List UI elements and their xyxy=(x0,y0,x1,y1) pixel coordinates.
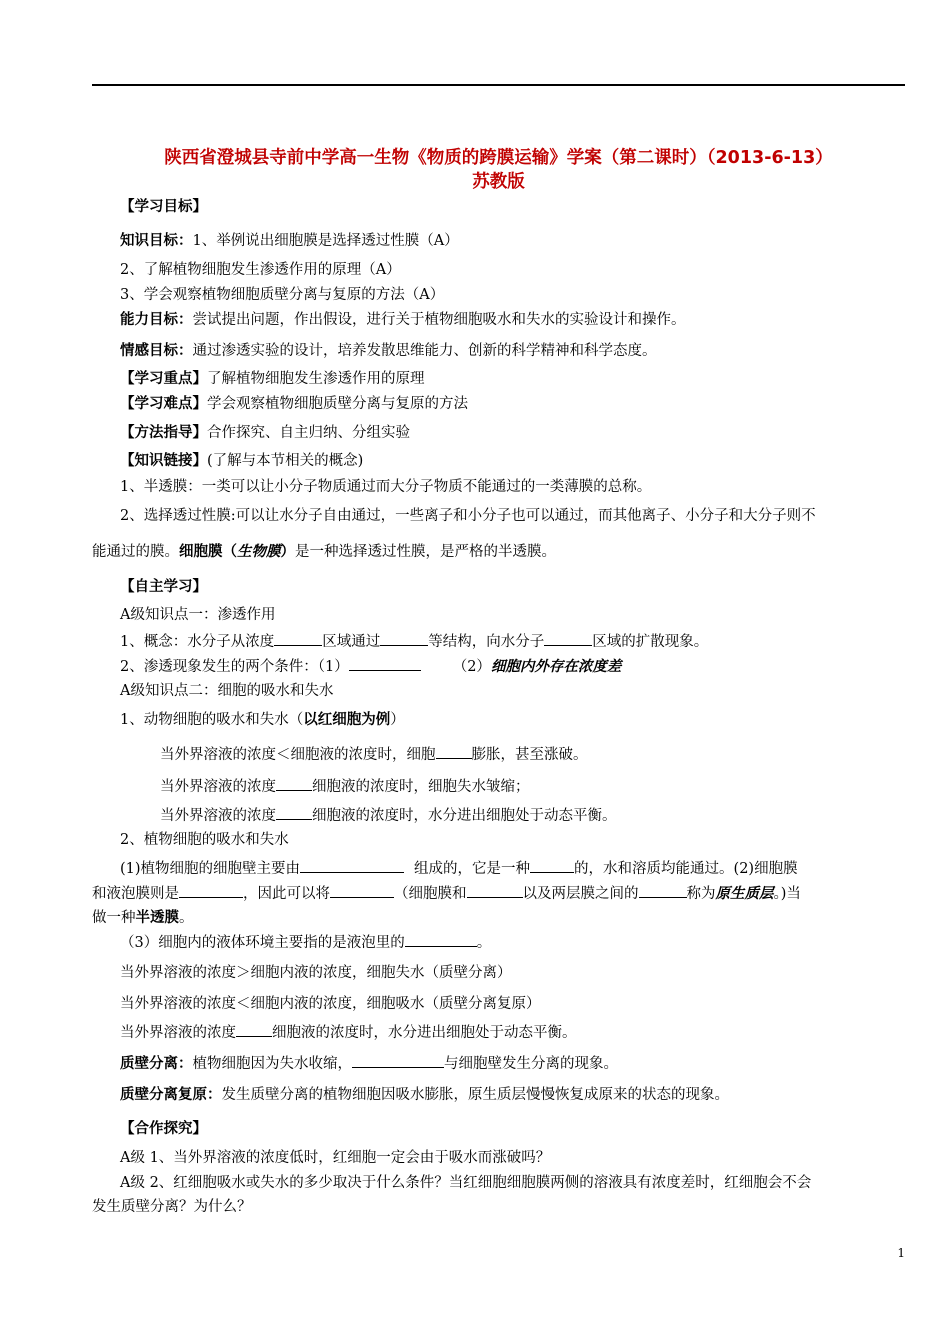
plant-line-7 xyxy=(120,1022,577,1043)
plant4-text-b: 。 xyxy=(476,935,492,951)
knowledge-link xyxy=(120,451,363,471)
section-self-study-header: 【自主学习】 xyxy=(120,579,207,595)
doc-title-line1: 陕西省澄城县寺前中学高一生物《物质的跨膜运输》学案（第二课时）（2013-6-13） xyxy=(164,148,833,168)
plant-line-5: 当外界溶液的浓度＞细胞内液的浓度，细胞失水（质壁分离） xyxy=(120,965,512,981)
cond-text-2: （2） xyxy=(452,659,491,675)
concept-text-3: 等结构，向水分子 xyxy=(428,634,545,650)
link-item-2a: 2、选择透过性膜:可以让水分子自由通过，一些离子和小分子也可以通过，而其他离子、小分子和大分子则不 xyxy=(120,508,816,524)
blank-field[interactable] xyxy=(639,883,687,898)
difficulty xyxy=(120,394,468,414)
doc-title-line2: 苏教版 xyxy=(472,172,525,192)
conditions-line xyxy=(120,656,621,677)
cell-membrane-term: 细胞膜（ xyxy=(179,544,237,560)
coop-question-1: A级 1、当外界溶液的浓度低时，红细胞一定会由于吸水而涨破吗？ xyxy=(120,1150,551,1166)
section-goals-header: 【学习目标】 xyxy=(120,199,207,215)
knowledge-goal-1 xyxy=(120,231,459,251)
key-point xyxy=(120,369,425,389)
method xyxy=(120,423,410,443)
page-number: 1 xyxy=(897,1246,905,1260)
plant-line-2 xyxy=(92,883,801,904)
blank-field[interactable] xyxy=(179,883,243,898)
deplasmolysis-label: 质壁分离复原： xyxy=(120,1087,222,1103)
plant-line-4 xyxy=(120,932,491,953)
biomembrane-term: 生物膜 xyxy=(237,544,281,560)
animal-a-text-1: 当外界溶液的浓度＜细胞液的浓度时，细胞 xyxy=(160,747,436,763)
concept-text-1: 1、概念：水分子从浓度 xyxy=(120,634,275,650)
animal-case-b xyxy=(160,776,530,797)
ability-text: 尝试提出问题，作出假设，进行关于植物细胞吸水和失水的实验设计和操作。 xyxy=(192,312,686,328)
plant7-text-b: 细胞液的浓度时，水分进出细胞处于动态平衡。 xyxy=(272,1025,577,1041)
knowledge-goal-3: 3、学会观察植物细胞质壁分离与复原的方法（A） xyxy=(120,287,445,303)
coop-question-2a: A级 2、红细胞吸水或失水的多少取决于什么条件？当红细胞细胞膜两侧的溶液具有浓度差时，红细胞会不会 xyxy=(120,1175,812,1191)
method-label: 【方法指导】 xyxy=(120,425,207,441)
knowledge-label: 知识目标： xyxy=(120,233,193,249)
blank-field[interactable] xyxy=(300,858,404,873)
point-a1: A级知识点一：渗透作用 xyxy=(120,607,276,623)
plasmolysis-text-b: 与细胞壁发生分离的现象。 xyxy=(444,1056,618,1072)
animal-case-c xyxy=(160,805,617,826)
animal-c-text-2: 细胞液的浓度时，水分进出细胞处于动态平衡。 xyxy=(312,808,617,824)
point-a2: A级知识点二：细胞的吸水和失水 xyxy=(120,683,334,699)
plant-line-3 xyxy=(92,908,194,928)
plant2-text-a: 和液泡膜则是 xyxy=(92,886,179,902)
plasmolysis-def xyxy=(120,1053,618,1074)
plasmolysis-label: 质壁分离： xyxy=(120,1056,193,1072)
link-item-2c-text: 是一种选择透过性膜，是严格的半透膜。 xyxy=(295,544,556,560)
blank-field[interactable] xyxy=(349,656,421,671)
plant3-text-b: 。 xyxy=(179,910,194,926)
link-item-2b xyxy=(92,542,556,562)
deplasmolysis-def xyxy=(120,1085,729,1105)
blank-field[interactable] xyxy=(276,805,312,820)
cond-concentration-diff: 细胞内外存在浓度差 xyxy=(490,659,622,675)
blank-field[interactable] xyxy=(467,883,523,898)
concept-line xyxy=(120,631,708,652)
link-item-1: 1、半透膜：一类可以让小分子物质通过而大分子物质不能通过的一类薄膜的总称。 xyxy=(120,479,652,495)
difficulty-text: 学会观察植物细胞质壁分离与复原的方法 xyxy=(207,396,468,412)
plant-line-6: 当外界溶液的浓度＜细胞内液的浓度，细胞吸水（质壁分离复原） xyxy=(120,996,541,1012)
plant2-text-b: ，因此可以将 xyxy=(243,886,330,902)
animal-cell-heading xyxy=(120,710,405,730)
emotion-text: 通过渗透实验的设计，培养发散思维能力、创新的科学精神和科学态度。 xyxy=(192,343,657,359)
knowledge-link-label: 【知识链接】 xyxy=(120,453,207,469)
blank-field[interactable] xyxy=(236,1022,272,1037)
animal-case-a xyxy=(160,744,588,765)
animal-a-text-2: 膨胀，甚至涨破。 xyxy=(471,747,588,763)
method-text: 合作探究、自主归纳、分组实验 xyxy=(207,425,410,441)
semipermeable-term: 半透膜 xyxy=(135,910,179,926)
emotion-goal xyxy=(120,341,657,361)
header-rule xyxy=(92,84,905,86)
plant4-text-a: （3）细胞内的液体环境主要指的是液泡里的 xyxy=(120,935,405,951)
animal-c-text-1: 当外界溶液的浓度 xyxy=(160,808,276,824)
emotion-label: 情感目标： xyxy=(120,343,193,359)
link-item-2b-text: 能通过的膜。 xyxy=(92,544,179,560)
plant-cell-heading: 2、植物细胞的吸水和失水 xyxy=(120,832,289,848)
key-point-text: 了解植物细胞发生渗透作用的原理 xyxy=(207,371,425,387)
difficulty-label: 【学习难点】 xyxy=(120,396,207,412)
deplasmolysis-text: 发生质壁分离的植物细胞因吸水膨胀，原生质层慢慢恢复成原来的状态的现象。 xyxy=(221,1087,729,1103)
blank-field[interactable] xyxy=(380,631,428,646)
plant1-text-b: 组成的，它是一种 xyxy=(414,861,531,877)
plant2-text-f: 。)当 xyxy=(773,886,801,902)
plant2-text-c: （细胞膜和 xyxy=(394,886,467,902)
knowledge-text-1: 1、举例说出细胞膜是选择透过性膜（A） xyxy=(192,233,459,249)
coop-question-2b: 发生质壁分离？为什么？ xyxy=(92,1199,252,1215)
ability-goal xyxy=(120,310,686,330)
animal-text-1: 1、动物细胞的吸水和失水（ xyxy=(120,712,304,728)
ability-label: 能力目标： xyxy=(120,312,193,328)
concept-text-4: 区域的扩散现象。 xyxy=(592,634,709,650)
cond-text-1: 2、渗透现象发生的两个条件：（1） xyxy=(120,659,349,675)
blank-field[interactable] xyxy=(274,631,322,646)
plasmolysis-text-a: 植物细胞因为失水收缩， xyxy=(192,1056,352,1072)
protoplast-layer-term: 原生质层 xyxy=(715,886,774,902)
blank-field[interactable] xyxy=(276,776,312,791)
key-point-label: 【学习重点】 xyxy=(120,371,207,387)
animal-rbc-term: 以红细胞为例 xyxy=(303,712,391,728)
blank-field[interactable] xyxy=(530,858,574,873)
animal-b-text-2: 细胞液的浓度时，细胞失水皱缩； xyxy=(312,779,530,795)
animal-text-2: ） xyxy=(390,712,405,728)
blank-field[interactable] xyxy=(436,744,472,759)
plant1-text-c: 的，水和溶质均能通过。(2)细胞膜 xyxy=(574,861,798,877)
blank-field[interactable] xyxy=(352,1053,444,1068)
knowledge-goal-2: 2、了解植物细胞发生渗透作用的原理（A） xyxy=(120,262,401,278)
plant2-text-d: 以及两层膜之间的 xyxy=(522,886,639,902)
animal-b-text-1: 当外界溶液的浓度 xyxy=(160,779,276,795)
cell-membrane-close: ） xyxy=(280,544,295,560)
plant-line-1 xyxy=(120,858,798,879)
blank-field[interactable] xyxy=(544,631,592,646)
blank-field[interactable] xyxy=(405,932,477,947)
blank-field[interactable] xyxy=(330,883,394,898)
plant7-text-a: 当外界溶液的浓度 xyxy=(120,1025,236,1041)
plant1-text-a: (1)植物细胞的细胞壁主要由 xyxy=(120,861,301,877)
plant2-text-e: 称为 xyxy=(686,886,716,902)
section-coop-header: 【合作探究】 xyxy=(120,1121,207,1137)
plant3-text-a: 做一种 xyxy=(92,910,136,926)
concept-text-2: 区域通过 xyxy=(322,634,381,650)
knowledge-link-text: (了解与本节相关的概念) xyxy=(207,453,364,469)
